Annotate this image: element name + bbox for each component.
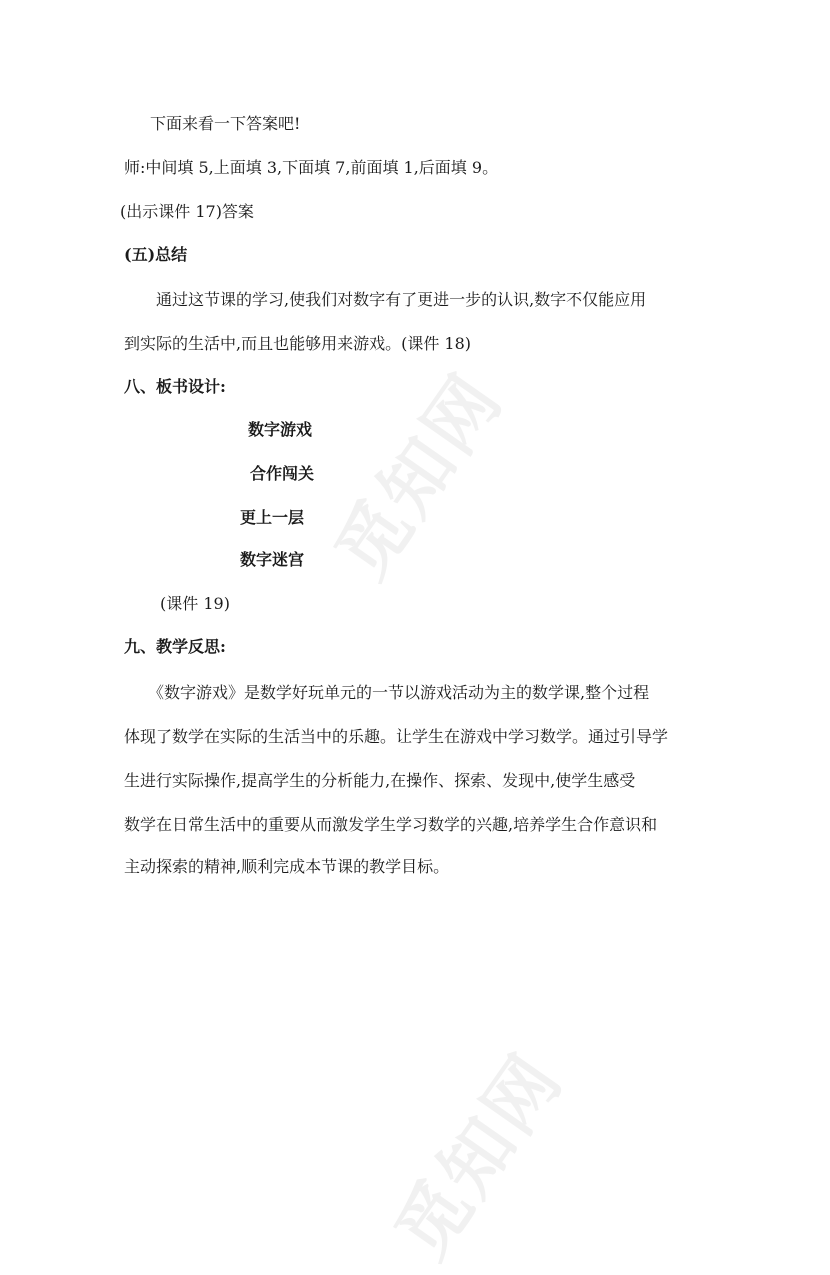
board-item-number-maze: 数字迷宫	[240, 550, 305, 569]
watermark: 觅知网	[319, 357, 519, 593]
paragraph-summary-2: 到实际的生活中,而且也能够用来游戏。(课件 18)	[124, 334, 472, 353]
paragraph-answer-intro: 下面来看一下答案吧!	[150, 114, 301, 133]
paragraph-courseware-17: (出示课件 17)答案	[120, 202, 254, 221]
paragraph-courseware-19: (课件 19)	[160, 594, 230, 613]
board-item-next-level: 更上一层	[240, 508, 305, 527]
heading-reflection: 九、教学反思:	[124, 637, 226, 656]
board-item-number-game: 数字游戏	[248, 420, 313, 439]
paragraph-summary-1: 通过这节课的学习,使我们对数字有了更进一步的认识,数字不仅能应用	[156, 290, 647, 309]
heading-summary: (五)总结	[124, 245, 188, 264]
paragraph-teacher-answer: 师:中间填 5,上面填 3,下面填 7,前面填 1,后面填 9。	[124, 158, 499, 177]
paragraph-reflection-5: 主动探索的精神,顺利完成本节课的教学目标。	[124, 857, 450, 876]
paragraph-reflection-3: 生进行实际操作,提高学生的分析能力,在操作、探索、发现中,使学生感受	[124, 771, 636, 790]
board-item-cooperation: 合作闯关	[250, 464, 315, 483]
paragraph-reflection-4: 数学在日常生活中的重要从而激发学生学习数学的兴趣,培养学生合作意识和	[124, 815, 658, 834]
paragraph-reflection-1: 《数字游戏》是数学好玩单元的一节以游戏活动为主的数学课,整个过程	[148, 683, 650, 702]
paragraph-reflection-2: 体现了数学在实际的生活当中的乐趣。让学生在游戏中学习数学。通过引导学	[124, 727, 669, 746]
heading-board-design: 八、板书设计:	[124, 377, 226, 396]
watermark-bottom: 觅知网	[379, 1037, 579, 1273]
